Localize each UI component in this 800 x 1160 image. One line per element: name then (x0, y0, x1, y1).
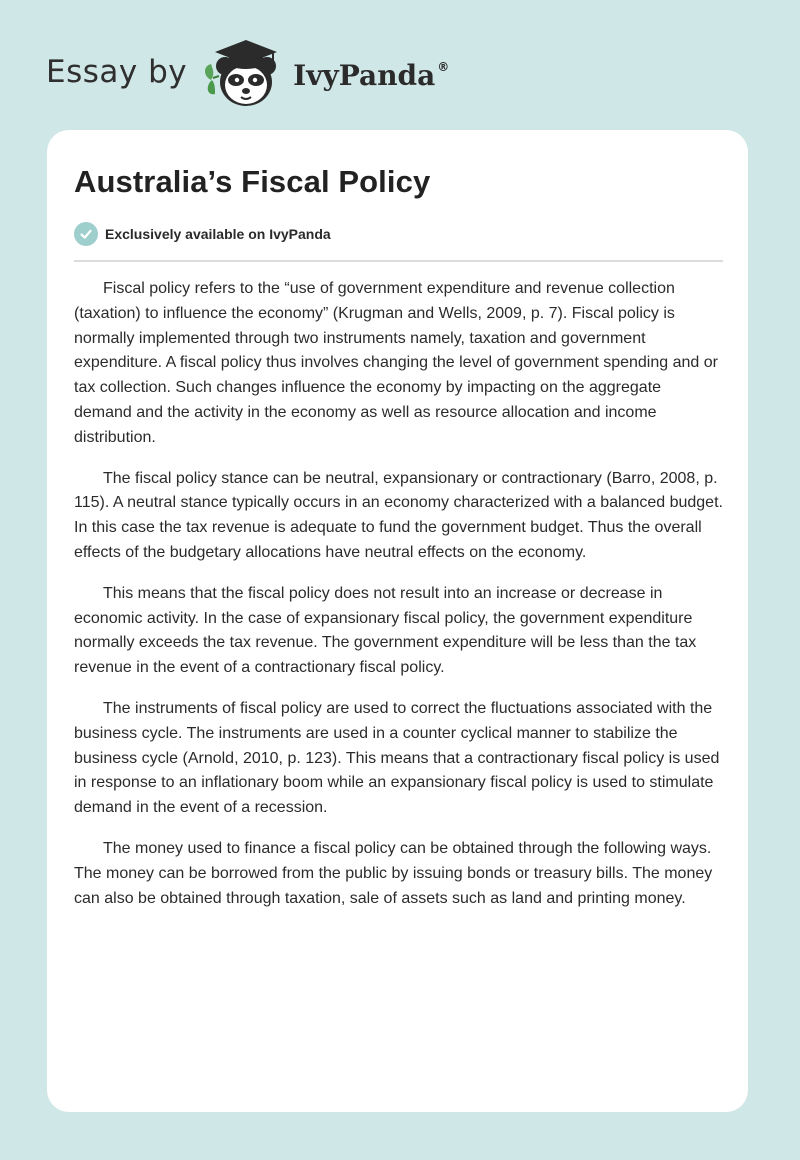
exclusive-badge (74, 222, 331, 246)
divider (74, 260, 723, 262)
panda-graduate-icon (201, 36, 289, 112)
brand-name: IvyPanda ® (293, 58, 450, 92)
essay-card (47, 130, 748, 1112)
paragraph: This means that the fiscal policy does not result into an increase or decrease in economic activity. In the case of expansionary fiscal policy, the government expenditure normally exceeds the tax revenue. The government expenditure will be less than the tax revenue in the event of a contractionary fiscal policy. (74, 584, 697, 677)
check-circle-icon (74, 222, 98, 246)
essay-body (74, 277, 723, 927)
site-logo[interactable] (46, 36, 449, 112)
page-title: Australia’s Fiscal Policy (74, 164, 431, 199)
badge-text: Exclusively available on IvyPanda (105, 226, 331, 242)
paragraph: The money used to finance a fiscal policy can be obtained through the following ways. The money can be borrowed from the public by issuing bonds or treasury bills. The money can also be obtained through taxation, sale of assets such as land and printing money. (74, 839, 713, 907)
paragraph: The fiscal policy stance can be neutral, expansionary or contractionary (Barro, 2008, p. 115). A neutral stance typically occurs in an economy characterized with a balanced budget. In this case the tax revenue is adequate to fund the government budget. Thus the overall effects of the budgetary allocations have neutral effects on the economy. (74, 469, 723, 561)
paragraph: The instruments of fiscal policy are used to correct the fluctuations associated with the business cycle. The instruments are used in a counter cyclical manner to stabilize the business cycle (Arnold, 2010, p. 123). This means that a contractionary fiscal policy is used in response to an inflationary boom while an expansionary fiscal policy is used to stimulate demand in the event of a recession. (74, 699, 720, 817)
brand-prefix: Essay by (46, 54, 188, 90)
paragraph: Fiscal policy refers to the “use of government expenditure and revenue collection (taxation) to influence the economy” (Krugman and Wells, 2009, p. 7). Fiscal policy is normally implemented through two instruments namely, taxation and government expenditure. A fiscal policy thus involves changing the level of government spending and or tax collection. Such changes influence the economy by impacting on the aggregate demand and the activity in the economy as well as resource allocation and income distribution. (74, 280, 718, 446)
